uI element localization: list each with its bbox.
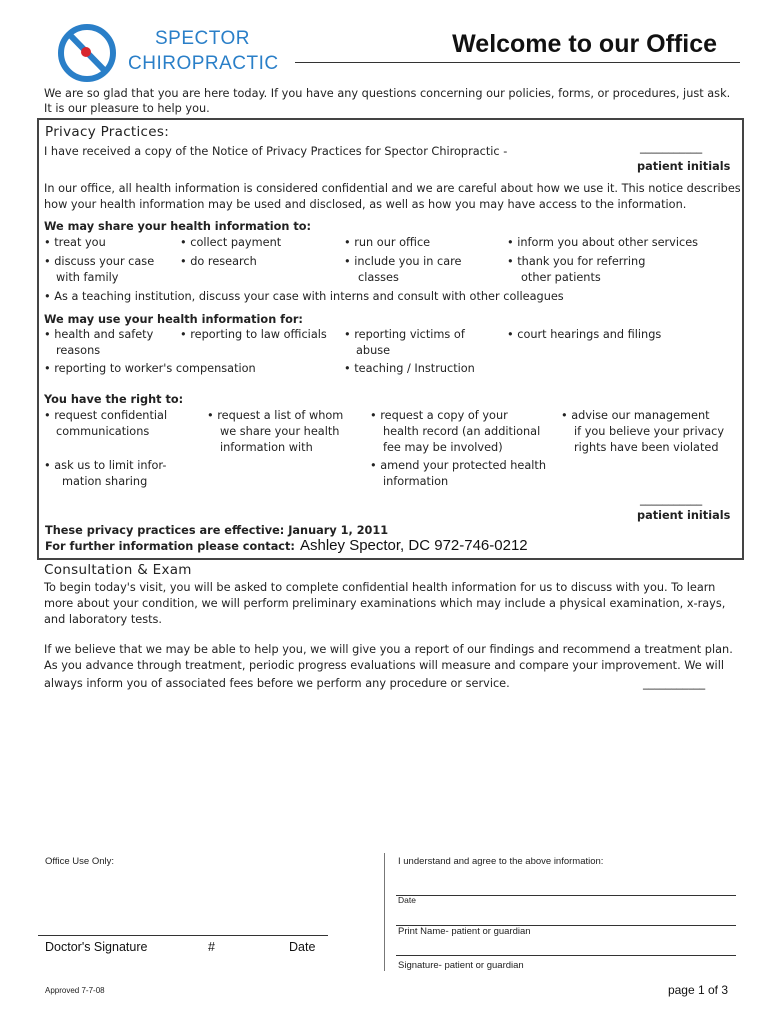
consult-p1-1: To begin today's visit, you will be asked to complete confidential health information for us to discuss with you. To learn <box>44 581 716 594</box>
logo <box>56 20 279 86</box>
list-item: • As a teaching institution, discuss your case with interns and consult with other colleagues <box>44 290 564 303</box>
patient-initials-label: patient initials <box>637 509 731 522</box>
contact-value: Ashley Spector, DC 972-746-0212 <box>300 537 528 554</box>
initials-line: ___________ <box>643 677 706 690</box>
list-item: • request confidential communications <box>44 409 168 438</box>
signature-field[interactable] <box>396 955 736 956</box>
agree-label: I understand and agree to the above information: <box>398 856 604 867</box>
title-rule <box>295 62 740 63</box>
list-item: • reporting to law officials <box>180 328 327 341</box>
contact-label: For further information please contact: <box>45 540 295 553</box>
list-item: • request a copy of your health record (an additional fee may be involved) <box>370 409 541 454</box>
share-heading: We may share your health information to: <box>44 220 312 233</box>
use-heading: We may use your health information for: <box>44 313 303 326</box>
list-item: • thank you for referring other patients <box>507 255 646 284</box>
privacy-received: I have received a copy of the Notice of Privacy Practices for Spector Chiropractic - <box>44 145 508 158</box>
doctor-signature-line[interactable] <box>38 935 328 936</box>
consult-p1-2: more about your condition, we will perform preliminary examinations which may include a physical examination, x-rays, <box>44 597 726 610</box>
logo-icon <box>56 20 118 84</box>
page-title: Welcome to our Office <box>452 30 717 58</box>
privacy-para1: In our office, all health information is considered confidential and we are careful about how we use it. This notice describes <box>44 182 741 195</box>
list-item: • reporting victims of abuse <box>344 328 465 357</box>
logo-line1: SPECTOR <box>155 28 251 49</box>
list-item: • ask us to limit infor- mation sharing <box>44 459 167 488</box>
logo-line2: CHIROPRACTIC <box>128 53 279 74</box>
approved-date: Approved 7-7-08 <box>45 986 105 995</box>
page-number: page 1 of 3 <box>667 983 728 997</box>
list-item: • advise our management if you believe your privacy rights have been violated <box>561 409 725 454</box>
list-item: • request a list of whom we share your health information with <box>207 409 344 454</box>
effective-date: These privacy practices are effective: January 1, 2011 <box>45 524 389 537</box>
office-use-label: Office Use Only: <box>45 856 114 867</box>
list-item: • include you in care classes <box>344 255 462 284</box>
list-item: • reporting to worker's compensation <box>44 362 256 375</box>
list-item: • health and safety reasons <box>44 328 154 357</box>
list-item: • amend your protected health information <box>370 459 547 488</box>
number-label: # <box>208 940 215 954</box>
list-item: • court hearings and filings <box>507 328 662 341</box>
divider <box>384 853 385 971</box>
patient-initials-label: patient initials <box>637 160 731 173</box>
list-item: • teaching / Instruction <box>344 362 475 375</box>
intro-line2: It is our pleasure to help you. <box>44 102 210 115</box>
office-date-label: Date <box>289 940 316 954</box>
list-item: • treat you <box>44 236 106 249</box>
initials-line: ___________ <box>640 141 703 154</box>
list-item: • do research <box>180 255 257 268</box>
date-label: Date <box>398 895 416 905</box>
list-item: • discuss your case with family <box>44 255 155 284</box>
intro-line1: We are so glad that you are here today. If you have any questions concerning our policies, forms, or procedures, just ask. <box>44 87 731 100</box>
consult-p2-1: If we believe that we may be able to help you, we will give you a report of our findings and recommend a treatment plan. <box>44 643 733 656</box>
signature-label: Signature- patient or guardian <box>398 960 524 971</box>
list-item: • run our office <box>344 236 431 249</box>
consult-heading: Consultation & Exam <box>44 562 192 578</box>
right-heading: You have the right to: <box>44 393 184 406</box>
print-name-label: Print Name- patient or guardian <box>398 926 531 937</box>
initials-line: ___________ <box>640 493 703 506</box>
list-item: • inform you about other services <box>507 236 699 249</box>
consult-p2-2: As you advance through treatment, periodic progress evaluations will measure and compare your improvement. We will <box>44 659 724 672</box>
consult-p1-3: and laboratory tests. <box>44 613 162 626</box>
privacy-para2: how your health information may be used and disclosed, as well as how you may have access to the information. <box>44 198 687 211</box>
list-item: • collect payment <box>180 236 282 249</box>
privacy-heading: Privacy Practices: <box>45 124 170 140</box>
doctor-signature-label: Doctor's Signature <box>45 940 148 954</box>
date-field[interactable] <box>396 895 736 896</box>
consult-p2-3: always inform you of associated fees before we perform any procedure or service. <box>44 677 510 690</box>
